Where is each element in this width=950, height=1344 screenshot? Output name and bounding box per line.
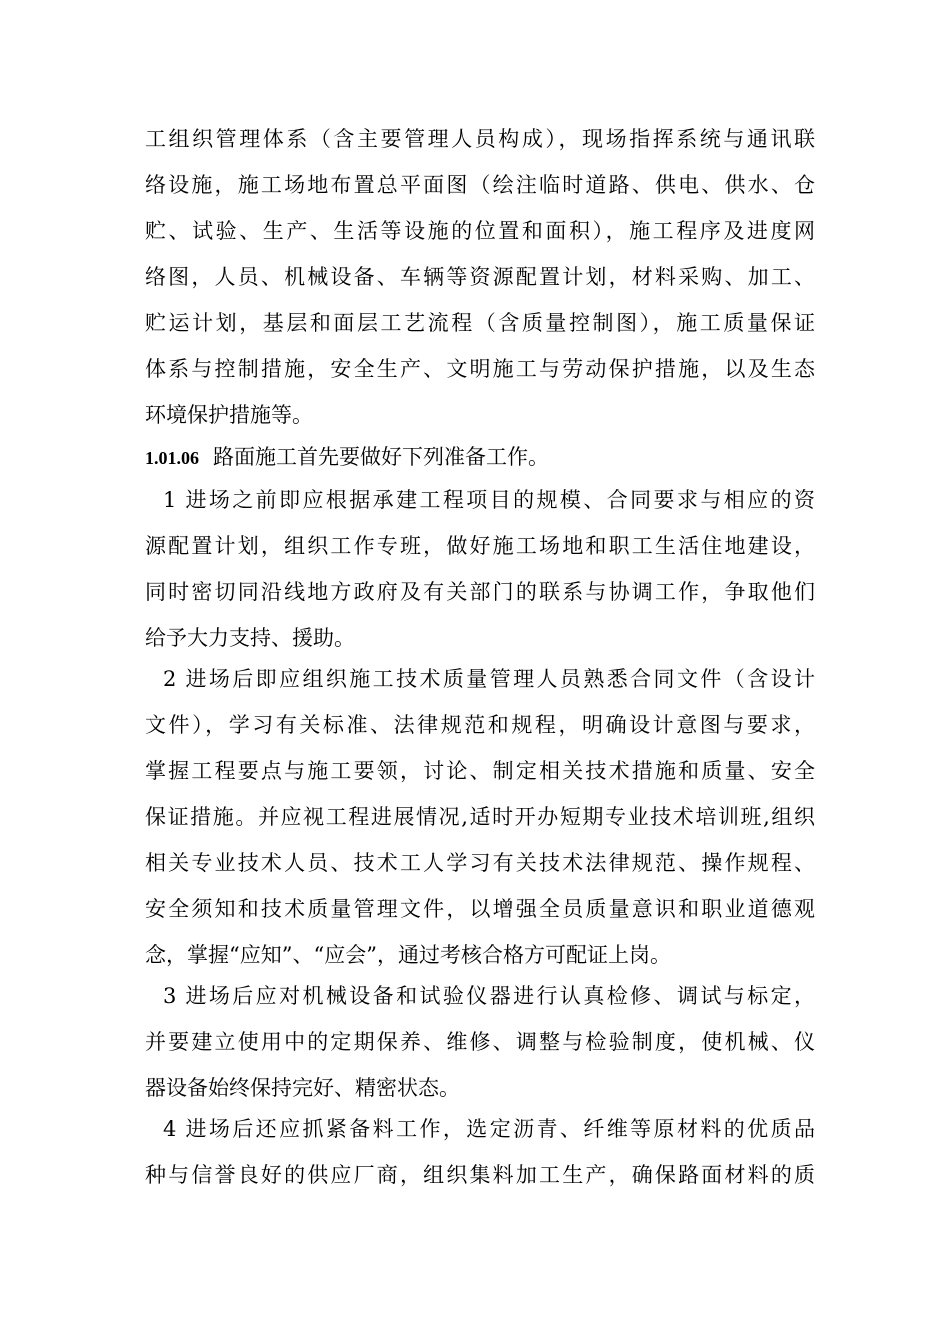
text-line: 并要建立使用中的定期保养、维修、调整与检验制度，使机械、仪 [145,1030,815,1054]
text-line: 文件），学习有关标准、法律规范和规程，明确设计意图与要求， [145,713,815,737]
text-line: 掌握工程要点与施工要领，讨论、制定相关技术措施和质量、安全 [145,759,815,783]
text-line: 安全须知和技术质量管理文件，以增强全员质量意识和职业道德观 [145,897,815,921]
text-line: 贮运计划，基层和面层工艺流程（含质量控制图），施工质量保证 [145,311,815,335]
text-line: 保证措施。并应视工程进展情况,适时开办短期专业技术培训班,组织 [145,805,815,829]
text-line: 1 进场之前即应根据承建工程项目的规模、合同要求与相应的资 [163,488,815,512]
text-line: 工组织管理体系（含主要管理人员构成），现场指挥系统与通讯联 [145,127,815,151]
text-line: 器设备始终保持完好、精密状态。 [145,1076,460,1100]
text-line: 2 进场后即应组织施工技术质量管理人员熟悉合同文件（含设计 [163,667,815,691]
text-line: 同时密切同沿线地方政府及有关部门的联系与协调工作，争取他们 [145,580,815,604]
text-line: 络图，人员、机械设备、车辆等资源配置计划，材料采购、加工、 [145,265,815,289]
text-line: 念，掌握“应知”、“应会”，通过考核合格方可配证上岗。 [145,943,671,967]
text-line: 种与信誉良好的供应厂商，组织集料加工生产，确保路面材料的质 [145,1163,815,1187]
clause-title: 路面施工首先要做好下列准备工作。 [213,445,549,469]
clause-heading [145,442,815,472]
text-line: 相关专业技术人员、技术工人学习有关技术法律规范、操作规程、 [145,851,815,875]
text-line: 3 进场后应对机械设备和试验仪器进行认真检修、调试与标定， [163,984,815,1008]
text-line: 4 进场后还应抓紧备料工作，选定沥青、纤维等原材料的优质品 [163,1117,815,1141]
text-line: 络设施，施工场地布置总平面图（绘注临时道路、供电、供水、仓 [145,173,815,197]
text-line: 给予大力支持、援助。 [145,626,355,650]
text-line: 体系与控制措施，安全生产、文明施工与劳动保护措施，以及生态 [145,357,815,381]
clause-number: 1.01.06 [145,448,199,468]
text-line: 贮、试验、生产、生活等设施的位置和面积），施工程序及进度网 [145,219,815,243]
text-line: 环境保护措施等。 [145,403,313,427]
text-line: 源配置计划，组织工作专班，做好施工场地和职工生活住地建设， [145,534,815,558]
